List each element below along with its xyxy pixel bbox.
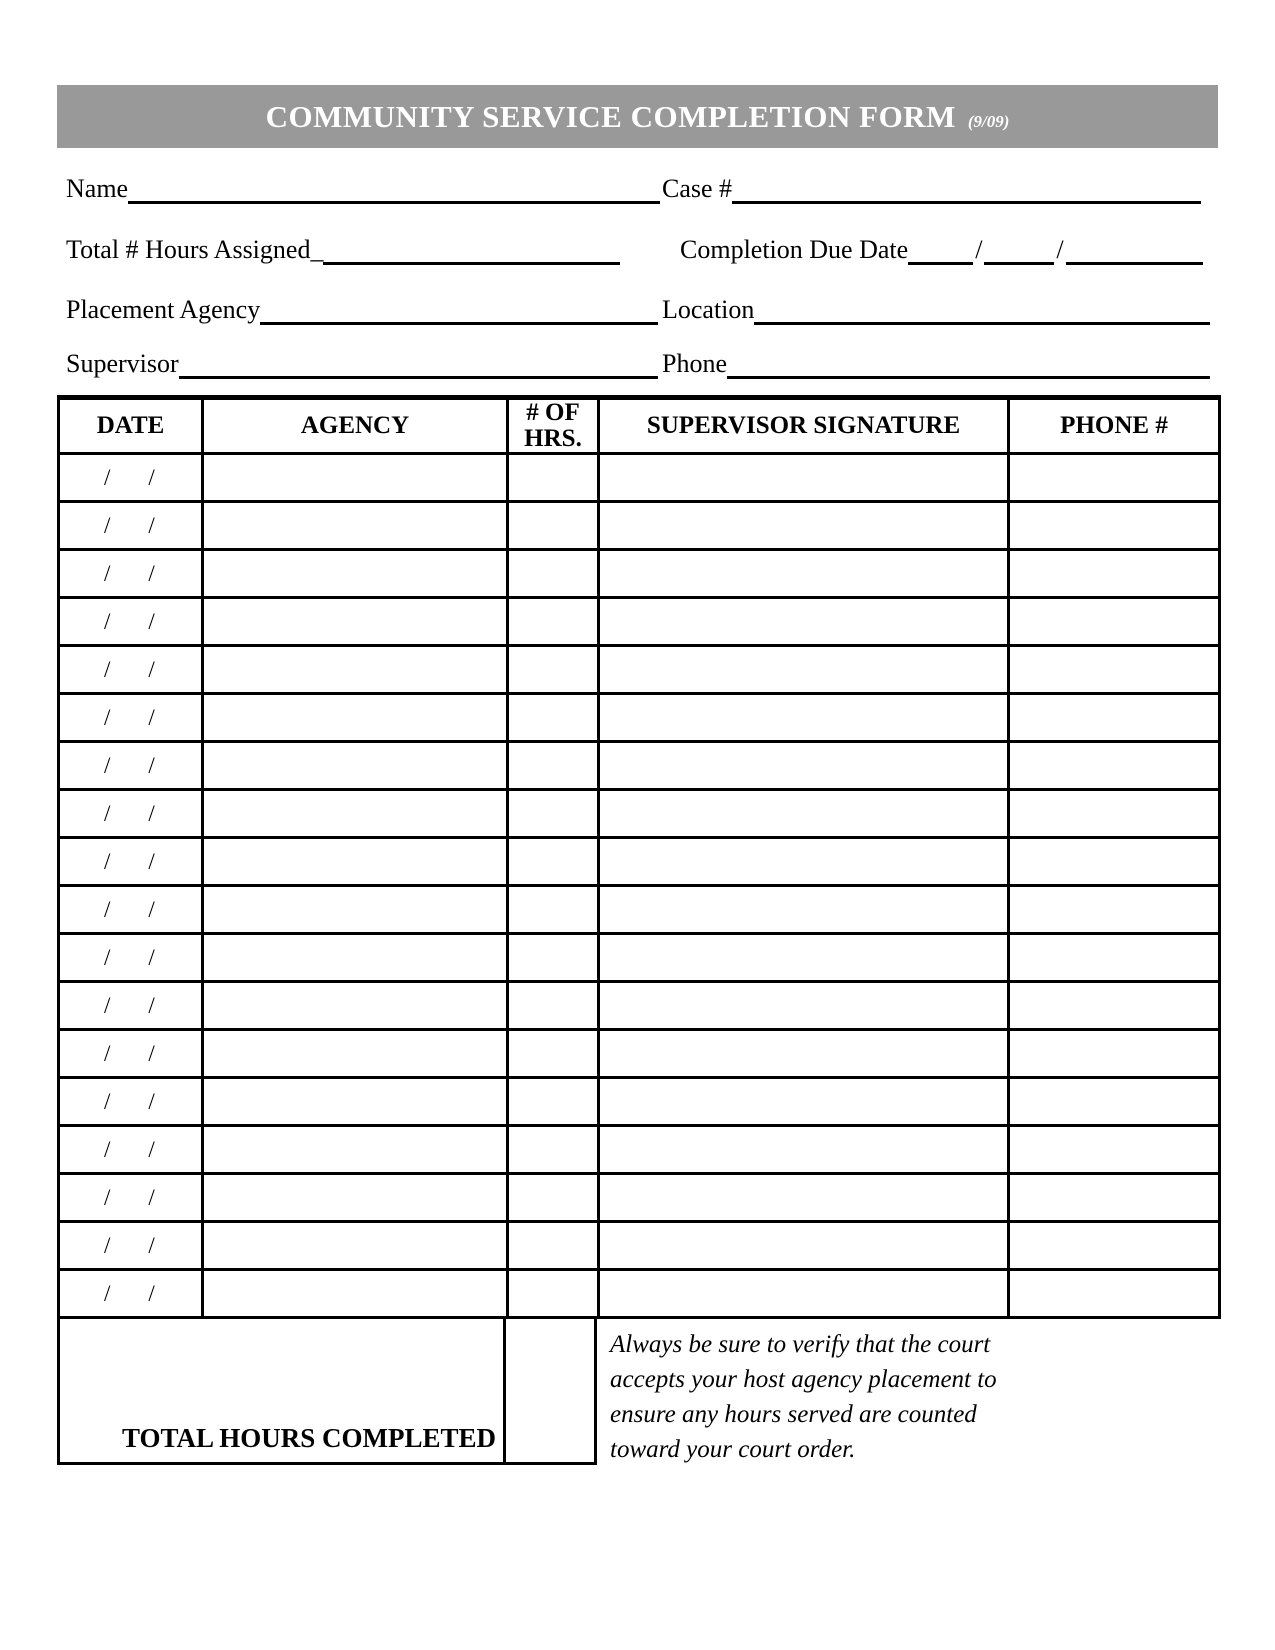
date-cell[interactable] — [59, 598, 203, 646]
form-title-banner — [57, 85, 1218, 148]
signature-cell[interactable] — [599, 694, 1009, 742]
hours-cell[interactable] — [508, 1222, 599, 1270]
phone-cell[interactable] — [1009, 982, 1220, 1030]
phone-cell[interactable] — [1009, 742, 1220, 790]
date-cell[interactable] — [59, 934, 203, 982]
table-footer — [57, 1319, 1218, 1467]
hours-cell[interactable] — [508, 982, 599, 1030]
phone-cell[interactable] — [1009, 838, 1220, 886]
date-cell[interactable] — [59, 454, 203, 502]
date-slash: / — [104, 512, 111, 538]
total-hours-label: TOTAL HOURS COMPLETED — [121, 1423, 497, 1453]
date-slash: / — [148, 1136, 155, 1162]
date-cell[interactable] — [59, 1222, 203, 1270]
verification-note-line: toward your court order. — [610, 1436, 856, 1463]
verification-note — [597, 1319, 1218, 1467]
date-slash: / — [104, 848, 111, 874]
date-cell[interactable] — [59, 1270, 203, 1318]
date-slash: / — [148, 992, 155, 1018]
signature-cell[interactable] — [599, 598, 1009, 646]
phone-cell[interactable] — [1009, 1030, 1220, 1078]
hours-cell[interactable] — [508, 1078, 599, 1126]
phone-cell[interactable] — [1009, 1270, 1220, 1318]
date-cell[interactable] — [59, 886, 203, 934]
table-row — [59, 1078, 1220, 1126]
hours-cell[interactable] — [508, 1126, 599, 1174]
supervisor-input-line[interactable] — [179, 345, 658, 379]
date-slash: / — [104, 1136, 111, 1162]
hours-cell[interactable] — [508, 694, 599, 742]
date-slash: / — [148, 704, 155, 730]
table-row — [59, 454, 1220, 502]
signature-cell[interactable] — [599, 982, 1009, 1030]
date-slash: / — [104, 656, 111, 682]
signature-cell[interactable] — [599, 1126, 1009, 1174]
table-row — [59, 1270, 1220, 1318]
column-header-signature: SUPERVISOR SIGNATURE — [599, 398, 1009, 454]
phone-cell[interactable] — [1009, 502, 1220, 550]
date-slash: / — [104, 800, 111, 826]
phone-cell[interactable] — [1009, 886, 1220, 934]
date-slash: / — [148, 656, 155, 682]
location-field — [662, 291, 1210, 325]
signature-cell[interactable] — [599, 790, 1009, 838]
agency-cell[interactable] — [203, 1174, 508, 1222]
column-header-hours: # OF HRS. — [508, 398, 599, 454]
phone-cell[interactable] — [1009, 598, 1220, 646]
agency-cell[interactable] — [203, 790, 508, 838]
date-slash: / — [104, 1280, 111, 1306]
date-slash: / — [104, 608, 111, 634]
date-cell[interactable] — [59, 694, 203, 742]
phone-cell[interactable] — [1009, 454, 1220, 502]
table-row — [59, 598, 1220, 646]
phone-label: Phone — [662, 349, 727, 378]
date-slash: / — [148, 752, 155, 778]
date-slash: / — [148, 800, 155, 826]
form-title: COMMUNITY SERVICE COMPLETION FORM — [265, 99, 956, 134]
table-row — [59, 982, 1220, 1030]
date-cell[interactable] — [59, 1078, 203, 1126]
name-label: Name — [66, 174, 129, 203]
date-slash: / — [104, 992, 111, 1018]
table-row — [59, 1126, 1220, 1174]
date-cell[interactable] — [59, 1174, 203, 1222]
hours-assigned-field — [66, 231, 620, 265]
agency-cell[interactable] — [203, 1078, 508, 1126]
date-cell[interactable] — [59, 1126, 203, 1174]
table-row — [59, 1222, 1220, 1270]
verification-note-line: ensure any hours served are counted — [610, 1401, 977, 1428]
signature-cell[interactable] — [599, 1174, 1009, 1222]
name-input-line[interactable] — [128, 170, 660, 204]
hours-cell[interactable] — [508, 742, 599, 790]
signature-cell[interactable] — [599, 646, 1009, 694]
location-label: Location — [662, 295, 755, 324]
due-date-slash: / — [1056, 235, 1064, 264]
phone-input-line[interactable] — [727, 345, 1210, 379]
service-log-table — [57, 395, 1221, 1319]
table-row — [59, 694, 1220, 742]
agency-cell[interactable] — [203, 1270, 508, 1318]
hours-assigned-label: Total # Hours Assigned_ — [66, 235, 324, 264]
date-cell[interactable] — [59, 742, 203, 790]
hours-cell[interactable] — [508, 1270, 599, 1318]
due-date-label: Completion Due Date — [680, 235, 909, 264]
phone-cell[interactable] — [1009, 550, 1220, 598]
agency-cell[interactable] — [203, 1222, 508, 1270]
hours-cell[interactable] — [508, 502, 599, 550]
column-header-phone: PHONE # — [1009, 398, 1220, 454]
phone-cell[interactable] — [1009, 1222, 1220, 1270]
total-hours-cell — [57, 1319, 506, 1465]
hours-cell[interactable] — [508, 790, 599, 838]
agency-cell[interactable] — [203, 598, 508, 646]
agency-cell[interactable] — [203, 982, 508, 1030]
table-row — [59, 838, 1220, 886]
table-row — [59, 1174, 1220, 1222]
table-row — [59, 550, 1220, 598]
table-row — [59, 502, 1220, 550]
phone-cell[interactable] — [1009, 646, 1220, 694]
signature-cell[interactable] — [599, 886, 1009, 934]
date-slash: / — [148, 1184, 155, 1210]
due-date-year-line[interactable] — [1066, 231, 1203, 265]
date-slash: / — [104, 1040, 111, 1066]
hours-cell[interactable] — [508, 934, 599, 982]
date-cell[interactable] — [59, 502, 203, 550]
placement-agency-field — [66, 291, 658, 325]
table-row — [59, 646, 1220, 694]
service-log-section — [57, 395, 1218, 1467]
date-slash: / — [104, 464, 111, 490]
agency-cell[interactable] — [203, 838, 508, 886]
phone-cell[interactable] — [1009, 1126, 1220, 1174]
supervisor-field — [66, 345, 658, 379]
date-slash: / — [104, 560, 111, 586]
agency-cell[interactable] — [203, 646, 508, 694]
hours-cell[interactable] — [508, 646, 599, 694]
date-slash: / — [148, 1088, 155, 1114]
due-date-slash: / — [975, 235, 983, 264]
verification-note-line: Always be sure to verify that the court — [610, 1331, 991, 1358]
phone-field — [662, 345, 1210, 379]
date-cell[interactable] — [59, 646, 203, 694]
date-slash: / — [148, 896, 155, 922]
hours-cell[interactable] — [508, 1174, 599, 1222]
date-slash: / — [148, 464, 155, 490]
placement-agency-label: Placement Agency — [66, 295, 261, 324]
agency-cell[interactable] — [203, 550, 508, 598]
signature-cell[interactable] — [599, 502, 1009, 550]
phone-cell[interactable] — [1009, 790, 1220, 838]
signature-cell[interactable] — [599, 454, 1009, 502]
column-header-agency: AGENCY — [203, 398, 508, 454]
date-slash: / — [148, 1232, 155, 1258]
hours-cell[interactable] — [508, 598, 599, 646]
signature-cell[interactable] — [599, 1078, 1009, 1126]
date-slash: / — [104, 1232, 111, 1258]
table-row — [59, 1030, 1220, 1078]
date-slash: / — [104, 896, 111, 922]
date-cell[interactable] — [59, 982, 203, 1030]
case-number-field — [662, 170, 1201, 204]
agency-cell[interactable] — [203, 1030, 508, 1078]
case-number-label: Case # — [662, 174, 733, 203]
signature-cell[interactable] — [599, 838, 1009, 886]
agency-cell[interactable] — [203, 742, 508, 790]
verification-note-line: accepts your host agency placement to — [610, 1366, 997, 1393]
date-slash: / — [104, 944, 111, 970]
agency-cell[interactable] — [203, 886, 508, 934]
due-date-day-line[interactable] — [984, 231, 1054, 265]
phone-cell[interactable] — [1009, 934, 1220, 982]
phone-cell[interactable] — [1009, 1078, 1220, 1126]
table-row — [59, 742, 1220, 790]
hours-assigned-input-line[interactable] — [323, 231, 620, 265]
placement-agency-input-line[interactable] — [260, 291, 658, 325]
due-date-month-line[interactable] — [908, 231, 973, 265]
signature-cell[interactable] — [599, 1222, 1009, 1270]
agency-cell[interactable] — [203, 694, 508, 742]
supervisor-label: Supervisor — [66, 349, 179, 378]
date-slash: / — [148, 1280, 155, 1306]
date-cell[interactable] — [59, 838, 203, 886]
signature-cell[interactable] — [599, 934, 1009, 982]
agency-cell[interactable] — [203, 1126, 508, 1174]
signature-cell[interactable] — [599, 1270, 1009, 1318]
date-slash: / — [148, 848, 155, 874]
signature-cell[interactable] — [599, 1030, 1009, 1078]
form-version: (9/09) — [967, 112, 1010, 131]
hours-cell[interactable] — [508, 886, 599, 934]
date-slash: / — [148, 1040, 155, 1066]
date-cell[interactable] — [59, 1030, 203, 1078]
date-cell[interactable] — [59, 790, 203, 838]
date-slash: / — [104, 704, 111, 730]
case-number-input-line[interactable] — [732, 170, 1201, 204]
date-slash: / — [148, 560, 155, 586]
table-row — [59, 934, 1220, 982]
hours-cell[interactable] — [508, 1030, 599, 1078]
agency-cell[interactable] — [203, 934, 508, 982]
date-slash: / — [104, 752, 111, 778]
name-field — [66, 170, 660, 204]
table-row — [59, 886, 1220, 934]
service-log-body — [59, 454, 1220, 1318]
hours-cell[interactable] — [508, 550, 599, 598]
date-cell[interactable] — [59, 550, 203, 598]
agency-cell[interactable] — [203, 454, 508, 502]
due-date-field — [680, 231, 1203, 265]
total-hours-value-box[interactable] — [506, 1319, 597, 1465]
agency-cell[interactable] — [203, 502, 508, 550]
date-slash: / — [148, 512, 155, 538]
phone-cell[interactable] — [1009, 1174, 1220, 1222]
date-slash: / — [148, 944, 155, 970]
signature-cell[interactable] — [599, 742, 1009, 790]
hours-cell[interactable] — [508, 838, 599, 886]
phone-cell[interactable] — [1009, 694, 1220, 742]
location-input-line[interactable] — [754, 291, 1210, 325]
date-slash: / — [148, 608, 155, 634]
date-slash: / — [104, 1088, 111, 1114]
table-header-row — [59, 398, 1220, 454]
column-header-date: DATE — [59, 398, 203, 454]
signature-cell[interactable] — [599, 550, 1009, 598]
hours-cell[interactable] — [508, 454, 599, 502]
table-row — [59, 790, 1220, 838]
date-slash: / — [104, 1184, 111, 1210]
